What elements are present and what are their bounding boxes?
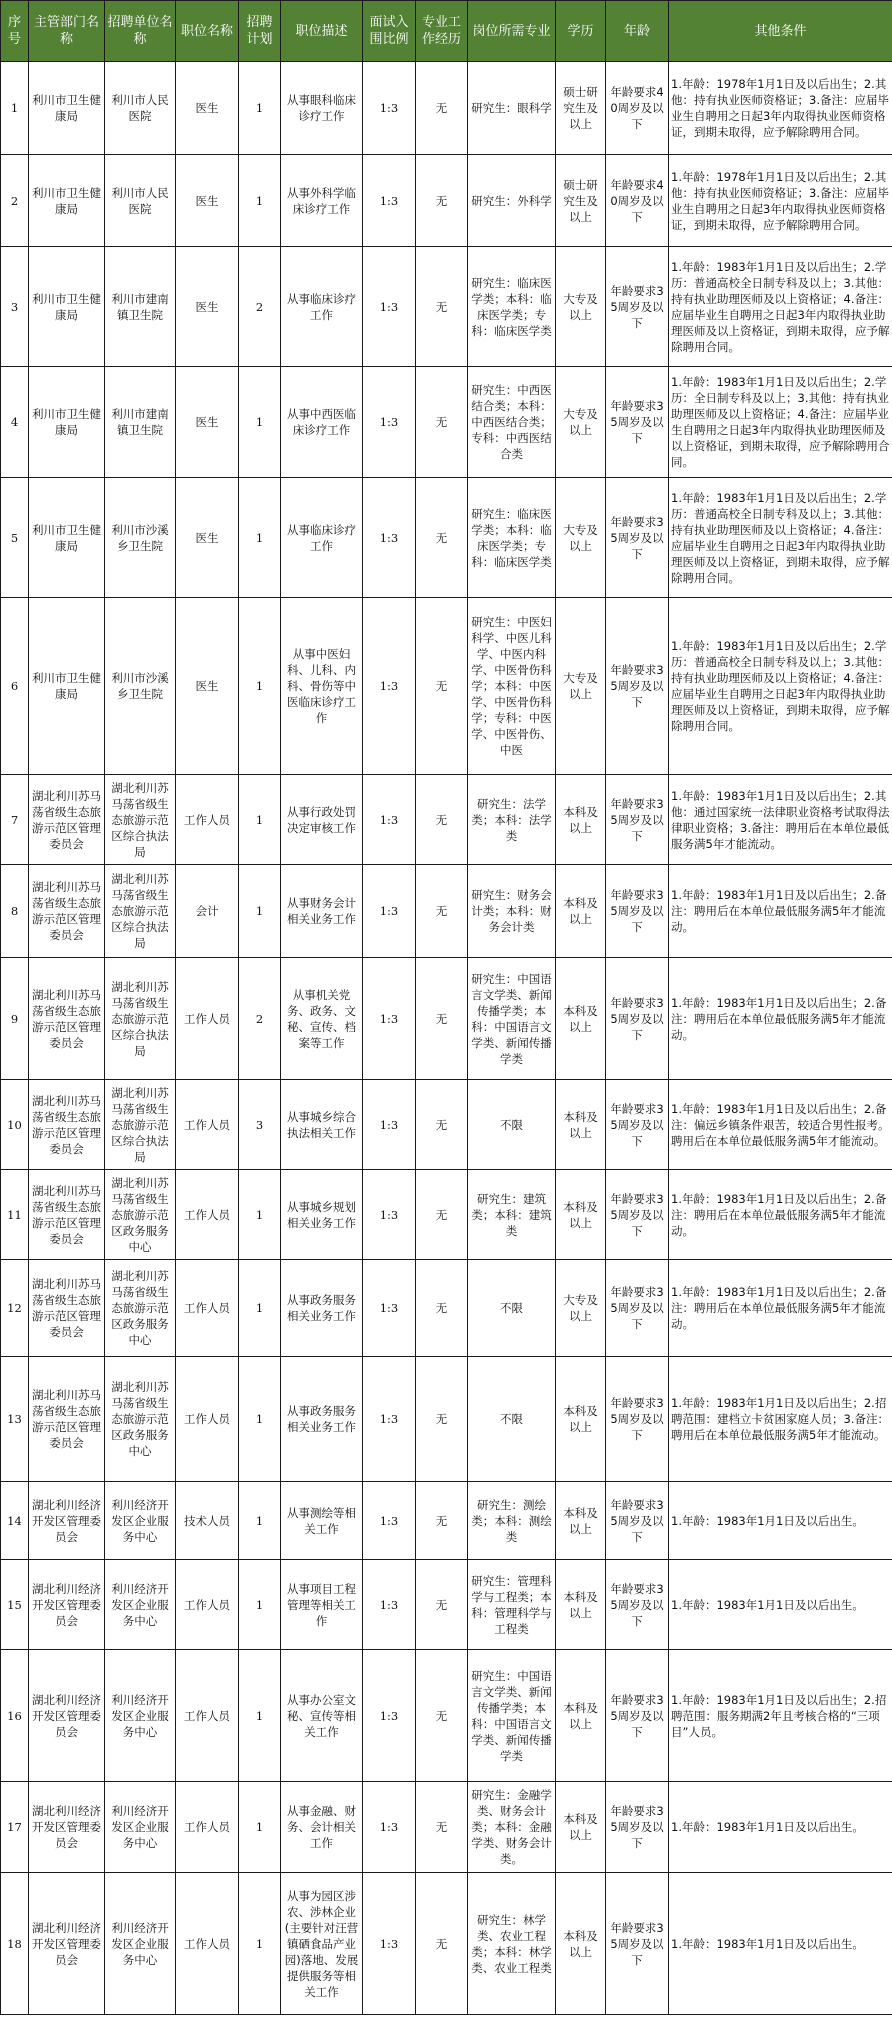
cell-dept: 湖北利川经济开发区管理委员会 bbox=[29, 1560, 105, 1650]
column-header-ratio: 面试入围比例 bbox=[363, 1, 416, 62]
cell-position: 工作人员 bbox=[176, 1782, 239, 1873]
column-header-position: 职位名称 bbox=[176, 1, 239, 62]
table-row bbox=[1, 775, 892, 865]
cell-major: 不限 bbox=[468, 1080, 556, 1170]
cell-major: 研究生：管理科学与工程类；本科：管理科学与工程类 bbox=[468, 1560, 556, 1650]
cell-position: 会计 bbox=[176, 865, 239, 958]
table-row bbox=[1, 958, 892, 1080]
table-header-row bbox=[1, 1, 892, 62]
cell-plan: 3 bbox=[239, 1080, 281, 1170]
cell-age: 年龄要求35周岁及以下 bbox=[606, 1482, 669, 1560]
cell-ratio: 1:3 bbox=[363, 865, 416, 958]
cell-edu: 大专及以上 bbox=[556, 478, 606, 598]
table-row bbox=[1, 1782, 892, 1873]
cell-dept: 湖北利川苏马荡省级生态旅游示范区管理委员会 bbox=[29, 775, 105, 865]
cell-other: 1.年龄：1983年1月1日及以后出生；2.学历：普通高校全日制专科及以上；3.其他：持有执业助理医师及以上资格证；4.备注：应届毕业生自聘用之日起3年内取得执业助理医师及以上资格证，到期未取得，应予解除聘用合同。 bbox=[669, 478, 892, 598]
cell-desc: 从事为园区涉农、涉林企业(主要针对汪营镇硒食品产业园)落地、发展提供服务等相关工作 bbox=[281, 1873, 363, 2015]
cell-major: 研究生：眼科学 bbox=[468, 62, 556, 155]
cell-exp: 无 bbox=[416, 1482, 468, 1560]
cell-exp: 无 bbox=[416, 247, 468, 367]
cell-ratio: 1:3 bbox=[363, 1080, 416, 1170]
cell-unit: 利川经济开发区企业服务中心 bbox=[105, 1560, 176, 1650]
cell-desc: 从事城乡综合执法相关工作 bbox=[281, 1080, 363, 1170]
cell-unit: 湖北利川苏马荡省级生态旅游示范区政务服务中心 bbox=[105, 1260, 176, 1357]
cell-age: 年龄要求35周岁及以下 bbox=[606, 1170, 669, 1260]
cell-plan: 1 bbox=[239, 1260, 281, 1357]
cell-plan: 1 bbox=[239, 1482, 281, 1560]
cell-exp: 无 bbox=[416, 1650, 468, 1782]
cell-ratio: 1:3 bbox=[363, 1560, 416, 1650]
cell-position: 工作人员 bbox=[176, 1080, 239, 1170]
cell-no: 15 bbox=[1, 1560, 29, 1650]
cell-desc: 从事财务会计相关业务工作 bbox=[281, 865, 363, 958]
cell-dept: 利川市卫生健康局 bbox=[29, 62, 105, 155]
cell-ratio: 1:3 bbox=[363, 598, 416, 775]
cell-no: 3 bbox=[1, 247, 29, 367]
cell-edu: 本科及以上 bbox=[556, 1782, 606, 1873]
cell-ratio: 1:3 bbox=[363, 1650, 416, 1782]
cell-major: 研究生：临床医学类；本科：临床医学类；专科：临床医学类 bbox=[468, 247, 556, 367]
cell-age: 年龄要求35周岁及以下 bbox=[606, 1357, 669, 1482]
cell-unit: 利川经济开发区企业服务中心 bbox=[105, 1782, 176, 1873]
cell-edu: 大专及以上 bbox=[556, 598, 606, 775]
cell-dept: 湖北利川经济开发区管理委员会 bbox=[29, 1482, 105, 1560]
table-row bbox=[1, 1080, 892, 1170]
table-row bbox=[1, 1873, 892, 2015]
column-header-other: 其他条件 bbox=[669, 1, 892, 62]
cell-position: 工作人员 bbox=[176, 1357, 239, 1482]
cell-other: 1.年龄：1983年1月1日及以后出生；2.备注：聘用后在本单位最低服务满5年才能流动。 bbox=[669, 1170, 892, 1260]
cell-edu: 本科及以上 bbox=[556, 865, 606, 958]
column-header-exp: 专业工作经历 bbox=[416, 1, 468, 62]
cell-other: 1.年龄：1983年1月1日及以后出生；2.招聘范围：服务期满2年且考核合格的“三项目”人员。 bbox=[669, 1650, 892, 1782]
cell-exp: 无 bbox=[416, 155, 468, 247]
cell-exp: 无 bbox=[416, 1782, 468, 1873]
cell-position: 医生 bbox=[176, 62, 239, 155]
cell-dept: 湖北利川经济开发区管理委员会 bbox=[29, 1782, 105, 1873]
cell-edu: 硕士研究生及以上 bbox=[556, 155, 606, 247]
cell-unit: 利川市沙溪乡卫生院 bbox=[105, 598, 176, 775]
cell-plan: 1 bbox=[239, 1782, 281, 1873]
table-row bbox=[1, 1357, 892, 1482]
cell-dept: 湖北利川经济开发区管理委员会 bbox=[29, 1650, 105, 1782]
cell-other: 1.年龄：1983年1月1日及以后出生；2.备注：偏远乡镇条件艰苦，较适合男性报考。聘用后在本单位最低服务满5年才能流动。 bbox=[669, 1080, 892, 1170]
cell-major: 研究生：建筑类；本科：建筑类 bbox=[468, 1170, 556, 1260]
cell-dept: 利川市卫生健康局 bbox=[29, 367, 105, 478]
cell-plan: 1 bbox=[239, 62, 281, 155]
cell-unit: 湖北利川苏马荡省级生态旅游示范区综合执法局 bbox=[105, 865, 176, 958]
cell-position: 医生 bbox=[176, 598, 239, 775]
cell-major: 研究生：中国语言文学类、新闻传播学类；本科：中国语言文学类、新闻传播学类 bbox=[468, 958, 556, 1080]
cell-unit: 利川经济开发区企业服务中心 bbox=[105, 1873, 176, 2015]
cell-plan: 1 bbox=[239, 1650, 281, 1782]
cell-exp: 无 bbox=[416, 1357, 468, 1482]
cell-dept: 利川市卫生健康局 bbox=[29, 247, 105, 367]
cell-dept: 湖北利川苏马荡省级生态旅游示范区管理委员会 bbox=[29, 1170, 105, 1260]
cell-no: 5 bbox=[1, 478, 29, 598]
cell-major: 不限 bbox=[468, 1357, 556, 1482]
table-row bbox=[1, 367, 892, 478]
cell-ratio: 1:3 bbox=[363, 958, 416, 1080]
cell-ratio: 1:3 bbox=[363, 1260, 416, 1357]
cell-no: 1 bbox=[1, 62, 29, 155]
cell-no: 14 bbox=[1, 1482, 29, 1560]
cell-exp: 无 bbox=[416, 1873, 468, 2015]
cell-ratio: 1:3 bbox=[363, 1873, 416, 2015]
cell-ratio: 1:3 bbox=[363, 1482, 416, 1560]
cell-edu: 本科及以上 bbox=[556, 1560, 606, 1650]
table-row bbox=[1, 478, 892, 598]
cell-dept: 湖北利川苏马荡省级生态旅游示范区管理委员会 bbox=[29, 1080, 105, 1170]
cell-other: 1.年龄：1978年1月1日及以后出生；2.其他：持有执业医师资格证；3.备注：应届毕业生自聘用之日起3年内取得执业医师资格证，到期未取得，应予解除聘用合同。 bbox=[669, 155, 892, 247]
cell-plan: 1 bbox=[239, 1873, 281, 2015]
cell-ratio: 1:3 bbox=[363, 62, 416, 155]
cell-desc: 从事政务服务相关业务工作 bbox=[281, 1260, 363, 1357]
cell-exp: 无 bbox=[416, 62, 468, 155]
cell-age: 年龄要求35周岁及以下 bbox=[606, 1782, 669, 1873]
cell-exp: 无 bbox=[416, 598, 468, 775]
cell-desc: 从事办公室文秘、宣传等相关工作 bbox=[281, 1650, 363, 1782]
cell-edu: 本科及以上 bbox=[556, 1482, 606, 1560]
column-header-major: 岗位所需专业 bbox=[468, 1, 556, 62]
cell-desc: 从事政务服务相关业务工作 bbox=[281, 1357, 363, 1482]
cell-position: 医生 bbox=[176, 247, 239, 367]
cell-plan: 1 bbox=[239, 775, 281, 865]
cell-ratio: 1:3 bbox=[363, 1357, 416, 1482]
cell-exp: 无 bbox=[416, 775, 468, 865]
cell-age: 年龄要求35周岁及以下 bbox=[606, 865, 669, 958]
cell-ratio: 1:3 bbox=[363, 155, 416, 247]
cell-position: 工作人员 bbox=[176, 1650, 239, 1782]
cell-edu: 本科及以上 bbox=[556, 958, 606, 1080]
cell-unit: 湖北利川苏马荡省级生态旅游示范区综合执法局 bbox=[105, 958, 176, 1080]
cell-plan: 2 bbox=[239, 958, 281, 1080]
cell-unit: 湖北利川苏马荡省级生态旅游示范区综合执法局 bbox=[105, 1080, 176, 1170]
cell-major: 研究生：外科学 bbox=[468, 155, 556, 247]
cell-major: 研究生：金融学类、财务会计类；本科：金融学类、财务会计类。 bbox=[468, 1782, 556, 1873]
cell-other: 1.年龄：1983年1月1日及以后出生；2.招聘范围：建档立卡贫困家庭人员；3.备注：聘用后在本单位最低服务满5年才能流动。 bbox=[669, 1357, 892, 1482]
cell-dept: 利川市卫生健康局 bbox=[29, 155, 105, 247]
cell-major: 研究生：临床医学类；本科：临床医学类；专科：临床医学类 bbox=[468, 478, 556, 598]
column-header-age: 年龄 bbox=[606, 1, 669, 62]
cell-position: 工作人员 bbox=[176, 958, 239, 1080]
cell-plan: 1 bbox=[239, 1357, 281, 1482]
cell-no: 7 bbox=[1, 775, 29, 865]
cell-desc: 从事项目工程管理等相关工作 bbox=[281, 1560, 363, 1650]
cell-desc: 从事外科学临床诊疗工作 bbox=[281, 155, 363, 247]
cell-no: 6 bbox=[1, 598, 29, 775]
cell-other: 1.年龄：1983年1月1日及以后出生；2.学历：普通高校全日制专科及以上；3.其他：持有执业助理医师及以上资格证；4.备注：应届毕业生自聘用之日起3年内取得执业助理医师及以上资格证，到期未取得，应予解除聘用合同。 bbox=[669, 247, 892, 367]
cell-ratio: 1:3 bbox=[363, 1782, 416, 1873]
cell-plan: 1 bbox=[239, 598, 281, 775]
cell-desc: 从事城乡规划相关业务工作 bbox=[281, 1170, 363, 1260]
cell-age: 年龄要求35周岁及以下 bbox=[606, 1873, 669, 2015]
cell-no: 10 bbox=[1, 1080, 29, 1170]
cell-unit: 利川市建南镇卫生院 bbox=[105, 367, 176, 478]
cell-no: 9 bbox=[1, 958, 29, 1080]
cell-exp: 无 bbox=[416, 865, 468, 958]
cell-position: 医生 bbox=[176, 478, 239, 598]
cell-ratio: 1:3 bbox=[363, 1170, 416, 1260]
cell-other: 1.年龄：1978年1月1日及以后出生；2.其他：持有执业医师资格证；3.备注：应届毕业生自聘用之日起3年内取得执业医师资格证，到期未取得，应予解除聘用合同。 bbox=[669, 62, 892, 155]
cell-major: 研究生：林学类、农业工程类；本科：林学类、农业工程类 bbox=[468, 1873, 556, 2015]
cell-other: 1.年龄：1983年1月1日及以后出生。 bbox=[669, 1482, 892, 1560]
table-row bbox=[1, 1560, 892, 1650]
table-row bbox=[1, 1260, 892, 1357]
cell-unit: 利川市沙溪乡卫生院 bbox=[105, 478, 176, 598]
column-header-plan: 招聘计划 bbox=[239, 1, 281, 62]
cell-unit: 利川经济开发区企业服务中心 bbox=[105, 1650, 176, 1782]
table-row bbox=[1, 247, 892, 367]
cell-exp: 无 bbox=[416, 958, 468, 1080]
cell-edu: 本科及以上 bbox=[556, 1650, 606, 1782]
cell-major: 研究生：法学类；本科：法学类 bbox=[468, 775, 556, 865]
cell-no: 2 bbox=[1, 155, 29, 247]
cell-unit: 利川市人民医院 bbox=[105, 155, 176, 247]
cell-desc: 从事行政处罚决定审核工作 bbox=[281, 775, 363, 865]
cell-plan: 1 bbox=[239, 478, 281, 598]
cell-ratio: 1:3 bbox=[363, 775, 416, 865]
cell-position: 工作人员 bbox=[176, 1560, 239, 1650]
cell-exp: 无 bbox=[416, 1260, 468, 1357]
cell-no: 13 bbox=[1, 1357, 29, 1482]
cell-other: 1.年龄：1983年1月1日及以后出生；2.备注：聘用后在本单位最低服务满5年才能流动。 bbox=[669, 958, 892, 1080]
column-header-unit: 招聘单位名称 bbox=[105, 1, 176, 62]
cell-no: 17 bbox=[1, 1782, 29, 1873]
cell-age: 年龄要求35周岁及以下 bbox=[606, 367, 669, 478]
cell-other: 1.年龄：1983年1月1日及以后出生。 bbox=[669, 1873, 892, 2015]
cell-edu: 本科及以上 bbox=[556, 1080, 606, 1170]
cell-exp: 无 bbox=[416, 367, 468, 478]
cell-desc: 从事金融、财务、会计相关工作 bbox=[281, 1782, 363, 1873]
cell-desc: 从事机关党务、政务、文秘、宣传、档案等工作 bbox=[281, 958, 363, 1080]
table-row bbox=[1, 1650, 892, 1782]
cell-plan: 1 bbox=[239, 1560, 281, 1650]
table-row bbox=[1, 865, 892, 958]
cell-unit: 利川市建南镇卫生院 bbox=[105, 247, 176, 367]
cell-dept: 湖北利川苏马荡省级生态旅游示范区管理委员会 bbox=[29, 1357, 105, 1482]
cell-plan: 1 bbox=[239, 367, 281, 478]
cell-major: 研究生：中西医结合类；本科：中西医结合类；专科：中西医结合类 bbox=[468, 367, 556, 478]
cell-major: 研究生：中国语言文学类、新闻传播学类；本科：中国语言文学类、新闻传播学类 bbox=[468, 1650, 556, 1782]
cell-age: 年龄要求35周岁及以下 bbox=[606, 1080, 669, 1170]
cell-plan: 2 bbox=[239, 247, 281, 367]
cell-plan: 1 bbox=[239, 1170, 281, 1260]
cell-other: 1.年龄：1983年1月1日及以后出生；2.备注：聘用后在本单位最低服务满5年才能流动。 bbox=[669, 865, 892, 958]
cell-unit: 利川经济开发区企业服务中心 bbox=[105, 1482, 176, 1560]
cell-dept: 湖北利川经济开发区管理委员会 bbox=[29, 1873, 105, 2015]
cell-ratio: 1:3 bbox=[363, 367, 416, 478]
cell-position: 医生 bbox=[176, 367, 239, 478]
cell-plan: 1 bbox=[239, 865, 281, 958]
cell-no: 8 bbox=[1, 865, 29, 958]
cell-edu: 大专及以上 bbox=[556, 367, 606, 478]
table-row bbox=[1, 598, 892, 775]
cell-age: 年龄要求40周岁及以下 bbox=[606, 62, 669, 155]
cell-ratio: 1:3 bbox=[363, 247, 416, 367]
cell-edu: 本科及以上 bbox=[556, 1170, 606, 1260]
cell-no: 11 bbox=[1, 1170, 29, 1260]
cell-desc: 从事临床诊疗工作 bbox=[281, 478, 363, 598]
cell-dept: 湖北利川苏马荡省级生态旅游示范区管理委员会 bbox=[29, 865, 105, 958]
cell-age: 年龄要求35周岁及以下 bbox=[606, 247, 669, 367]
table-row bbox=[1, 62, 892, 155]
cell-exp: 无 bbox=[416, 478, 468, 598]
cell-edu: 本科及以上 bbox=[556, 1873, 606, 2015]
table-body bbox=[1, 62, 892, 2015]
column-header-no: 序号 bbox=[1, 1, 29, 62]
cell-ratio: 1:3 bbox=[363, 478, 416, 598]
cell-edu: 本科及以上 bbox=[556, 1357, 606, 1482]
cell-position: 工作人员 bbox=[176, 1873, 239, 2015]
cell-no: 18 bbox=[1, 1873, 29, 2015]
cell-major: 研究生：中医妇科学、中医儿科学、中医内科学、中医骨伤科学；本科：中医学、中医骨伤科学；专科：中医学、中医骨伤、中医 bbox=[468, 598, 556, 775]
cell-position: 工作人员 bbox=[176, 1260, 239, 1357]
cell-other: 1.年龄：1983年1月1日及以后出生；2.其他：通过国家统一法律职业资格考试取得法律职业资格；3.备注：聘用后在本单位最低服务满5年才能流动。 bbox=[669, 775, 892, 865]
cell-position: 技术人员 bbox=[176, 1482, 239, 1560]
cell-age: 年龄要求35周岁及以下 bbox=[606, 958, 669, 1080]
cell-exp: 无 bbox=[416, 1170, 468, 1260]
cell-age: 年龄要求35周岁及以下 bbox=[606, 1650, 669, 1782]
cell-age: 年龄要求35周岁及以下 bbox=[606, 598, 669, 775]
cell-other: 1.年龄：1983年1月1日及以后出生；2.学历：全日制专科及以上；3.其他：持有执业助理医师及以上资格证；4.备注：应届毕业生自聘用之日起3年内取得执业助理医师及以上资格证，到期未取得，应予解除聘用合同。 bbox=[669, 367, 892, 478]
cell-dept: 利川市卫生健康局 bbox=[29, 598, 105, 775]
cell-age: 年龄要求35周岁及以下 bbox=[606, 1560, 669, 1650]
table-row bbox=[1, 1170, 892, 1260]
cell-desc: 从事测绘等相关工作 bbox=[281, 1482, 363, 1560]
cell-age: 年龄要求35周岁及以下 bbox=[606, 478, 669, 598]
cell-major: 研究生：测绘类；本科：测绘类 bbox=[468, 1482, 556, 1560]
cell-edu: 本科及以上 bbox=[556, 775, 606, 865]
table-row bbox=[1, 155, 892, 247]
cell-age: 年龄要求35周岁及以下 bbox=[606, 775, 669, 865]
column-header-dept: 主管部门名称 bbox=[29, 1, 105, 62]
cell-position: 工作人员 bbox=[176, 1170, 239, 1260]
cell-exp: 无 bbox=[416, 1560, 468, 1650]
cell-no: 4 bbox=[1, 367, 29, 478]
cell-unit: 利川市人民医院 bbox=[105, 62, 176, 155]
column-header-edu: 学历 bbox=[556, 1, 606, 62]
cell-desc: 从事中医妇科、儿科、内科、骨伤等中医临床诊疗工作 bbox=[281, 598, 363, 775]
table-row bbox=[1, 1482, 892, 1560]
cell-dept: 湖北利川苏马荡省级生态旅游示范区管理委员会 bbox=[29, 1260, 105, 1357]
cell-no: 16 bbox=[1, 1650, 29, 1782]
cell-other: 1.年龄：1983年1月1日及以后出生；2.备注：聘用后在本单位最低服务满5年才能流动。 bbox=[669, 1260, 892, 1357]
cell-plan: 1 bbox=[239, 155, 281, 247]
cell-age: 年龄要求35周岁及以下 bbox=[606, 1260, 669, 1357]
cell-major: 不限 bbox=[468, 1260, 556, 1357]
cell-unit: 湖北利川苏马荡省级生态旅游示范区政务服务中心 bbox=[105, 1357, 176, 1482]
cell-position: 医生 bbox=[176, 155, 239, 247]
cell-edu: 大专及以上 bbox=[556, 1260, 606, 1357]
cell-unit: 湖北利川苏马荡省级生态旅游示范区综合执法局 bbox=[105, 775, 176, 865]
cell-age: 年龄要求40周岁及以下 bbox=[606, 155, 669, 247]
cell-no: 12 bbox=[1, 1260, 29, 1357]
column-header-desc: 职位描述 bbox=[281, 1, 363, 62]
cell-other: 1.年龄：1983年1月1日及以后出生；2.学历：普通高校全日制专科及以上；3.其他：持有执业助理医师及以上资格证；4.备注：应届毕业生自聘用之日起3年内取得执业助理医师及以上资格证，到期未取得，应予解除聘用合同。 bbox=[669, 598, 892, 775]
cell-desc: 从事临床诊疗工作 bbox=[281, 247, 363, 367]
cell-major: 研究生：财务会计类；本科：财务会计类 bbox=[468, 865, 556, 958]
cell-dept: 利川市卫生健康局 bbox=[29, 478, 105, 598]
cell-unit: 湖北利川苏马荡省级生态旅游示范区政务服务中心 bbox=[105, 1170, 176, 1260]
cell-edu: 硕士研究生及以上 bbox=[556, 62, 606, 155]
cell-desc: 从事中西医临床诊疗工作 bbox=[281, 367, 363, 478]
cell-other: 1.年龄：1983年1月1日及以后出生。 bbox=[669, 1782, 892, 1873]
cell-other: 1.年龄：1983年1月1日及以后出生。 bbox=[669, 1560, 892, 1650]
cell-desc: 从事眼科临床诊疗工作 bbox=[281, 62, 363, 155]
cell-exp: 无 bbox=[416, 1080, 468, 1170]
cell-position: 工作人员 bbox=[176, 775, 239, 865]
cell-dept: 湖北利川苏马荡省级生态旅游示范区管理委员会 bbox=[29, 958, 105, 1080]
cell-edu: 大专及以上 bbox=[556, 247, 606, 367]
